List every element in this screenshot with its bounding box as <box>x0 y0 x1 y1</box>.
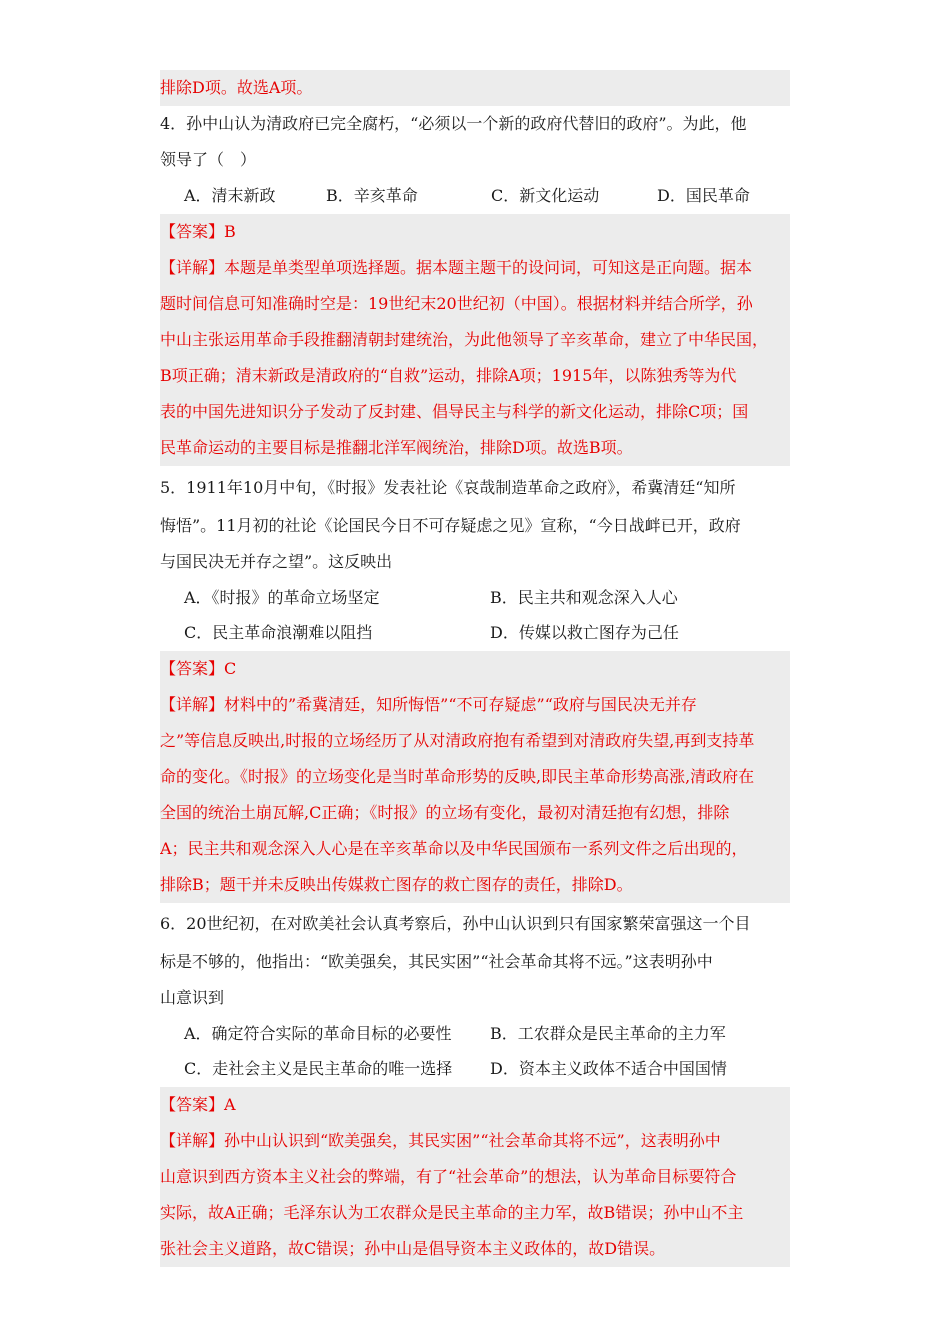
option-d: D．资本主义政体不适合中国国情 <box>490 1059 727 1078</box>
option-c: C．民主革命浪潮难以阻挡 <box>184 623 373 642</box>
option-b: B．辛亥革命 <box>326 186 418 205</box>
option-b: B．民主共和观念深入人心 <box>490 588 678 607</box>
detail-line: 实际，故A正确；毛泽东认为工农群众是民主革命的主力军，故B错误；孙中山不主 <box>160 1195 790 1231</box>
question-stem-line: 悔悟”。11月初的社论《论国民今日不可存疑虑之见》宣称，“今日战衅已开，政府 <box>160 516 741 535</box>
option-d: D．国民革命 <box>657 186 750 205</box>
detail-line: 【详解】本题是单类型单项选择题。据本题主题干的设问词，可知这是正向题。据本 <box>160 250 790 286</box>
option-a: A．清末新政 <box>184 186 276 205</box>
question-stem-line: 领导了（ ） <box>160 150 257 169</box>
detail-line: 【详解】材料中的”希冀清廷，知所悔悟”“不可存疑虑”“政府与国民决无并存 <box>160 687 790 723</box>
detail-line: A；民主共和观念深入人心是在辛亥革命以及中华民国颁布一系列文件之后出现的， <box>160 831 790 867</box>
detail-line: B项正确；清末新政是清政府的“自救”运动，排除A项；1915年，以陈独秀等为代 <box>160 358 790 394</box>
question-stem-line: 4．孙中山认为清政府已完全腐朽，“必须以一个新的政府代替旧的政府”。为此，他 <box>160 114 747 133</box>
question-stem-line: 与国民决无并存之望”。这反映出 <box>160 552 393 571</box>
option-d: D．传媒以救亡图存为己任 <box>490 623 679 642</box>
detail-line: 山意识到西方资本主义社会的弊端，有了“社会革命”的想法，认为革命目标要符合 <box>160 1159 790 1195</box>
detail-line: 排除B；题干并未反映出传媒救亡图存的救亡图存的责任，排除D。 <box>160 867 790 903</box>
detail-line: 张社会主义道路，故C错误；孙中山是倡导资本主义政体的，故D错误。 <box>160 1231 790 1267</box>
detail-line: 题时间信息可知准确时空是：19世纪末20世纪初（中国）。根据材料并结合所学，孙 <box>160 286 790 322</box>
detail-line: 中山主张运用革命手段推翻清朝封建统治，为此他领导了辛亥革命，建立了中华民国， <box>160 322 790 358</box>
detail-line: 民革命运动的主要目标是推翻北洋军阀统治，排除D项。故选B项。 <box>160 430 790 466</box>
option-a: A．确定符合实际的革命目标的必要性 <box>184 1024 452 1043</box>
detail-line: 表的中国先进知识分子发动了反封建、倡导民主与科学的新文化运动，排除C项；国 <box>160 394 790 430</box>
previous-detail-continuation: 排除D项。故选A项。 <box>160 70 790 106</box>
options-row <box>160 178 790 214</box>
options-row <box>160 1016 790 1052</box>
detail-line: 【详解】孙中山认识到“欧美强矣，其民实困”“社会革命其将不远”，这表明孙中 <box>160 1123 790 1159</box>
answer-label: 【答案】C <box>160 651 790 687</box>
detail-line: 命的变化。《时报》的立场变化是当时革命形势的反映,即民主革命形势高涨,清政府在 <box>160 759 790 795</box>
options-row <box>160 1051 790 1087</box>
answer-label: 【答案】B <box>160 214 790 250</box>
options-row <box>160 580 790 616</box>
question-stem-line: 6．20世纪初，在对欧美社会认真考察后，孙中山认识到只有国家繁荣富强这一个目 <box>160 914 751 933</box>
option-a: A．《时报》的革命立场坚定 <box>184 588 380 607</box>
detail-line: 之”等信息反映出,时报的立场经历了从对清政府抱有希望到对清政府失望,再到支持革 <box>160 723 790 759</box>
question-stem-line: 标是不够的，他指出：“欧美强矣，其民实困”“社会革命其将不远。”这表明孙中 <box>160 952 713 971</box>
question-stem-line: 山意识到 <box>160 988 225 1007</box>
option-c: C．走社会主义是民主革命的唯一选择 <box>184 1059 453 1078</box>
question-stem-line: 5．1911年10月中旬，《时报》发表社论《哀哉制造革命之政府》，希冀清廷“知所 <box>160 478 736 497</box>
options-row <box>160 615 790 651</box>
option-b: B．工农群众是民主革命的主力军 <box>490 1024 726 1043</box>
answer-label: 【答案】A <box>160 1087 790 1123</box>
detail-line: 全国的统治土崩瓦解,C正确；《时报》的立场有变化，最初对清廷抱有幻想，排除 <box>160 795 790 831</box>
option-c: C．新文化运动 <box>491 186 600 205</box>
